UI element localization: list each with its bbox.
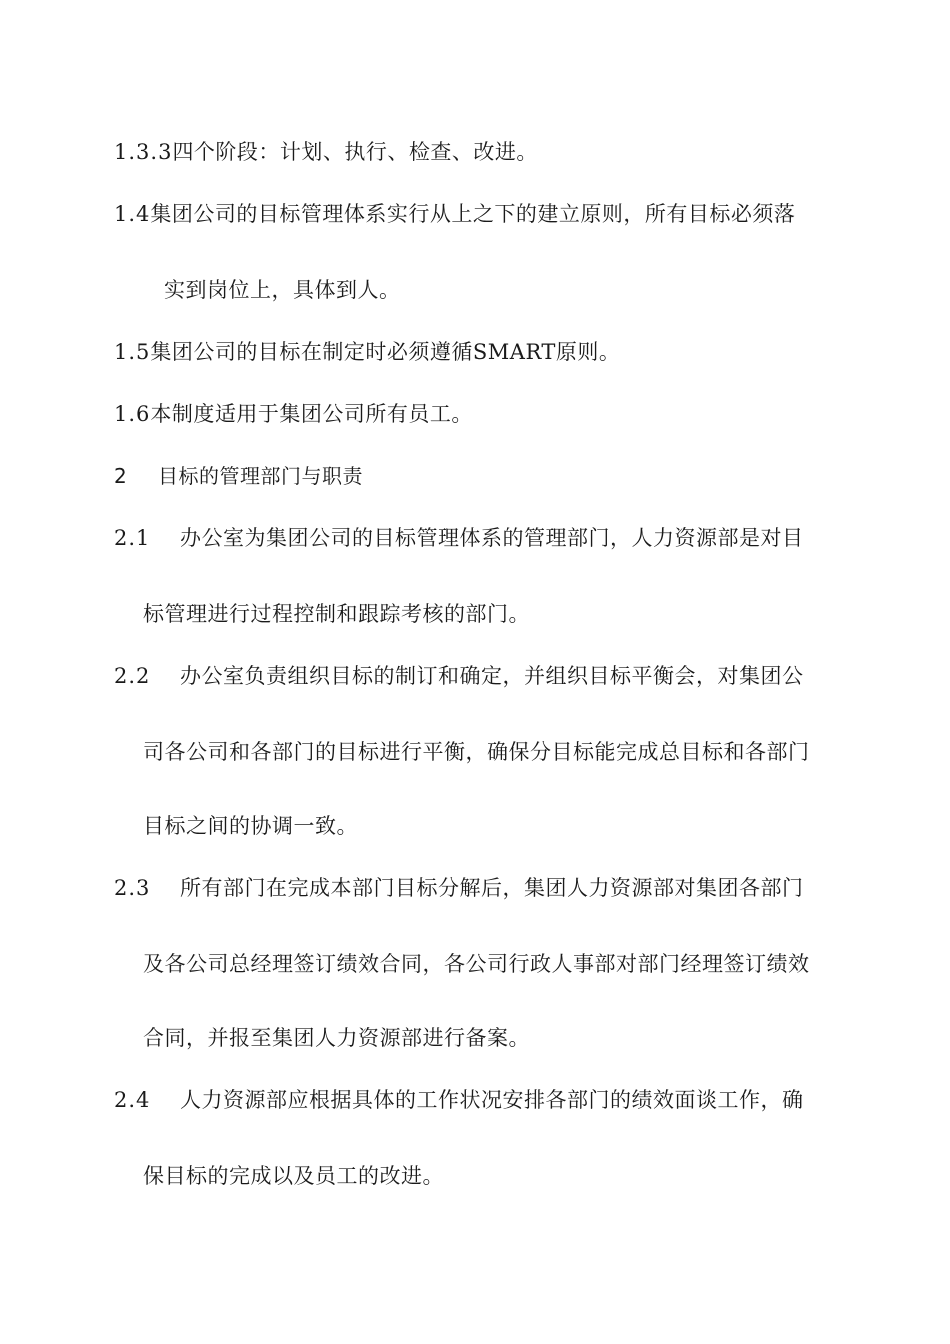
- item-text: 保目标的完成以及员工的改进。: [143, 1164, 444, 1188]
- item-text: 本制度适用于集团公司所有员工。: [150, 402, 473, 426]
- section-title: 目标的管理部门与职责: [158, 464, 363, 488]
- item-2-2: [114, 661, 804, 691]
- item-number: 1.6: [114, 402, 151, 426]
- item-1-5: [114, 337, 620, 367]
- item-text: 目标之间的协调一致。: [143, 814, 358, 838]
- item-1-6: [114, 399, 473, 429]
- item-1-3-3: [114, 137, 538, 167]
- item-text: 人力资源部应根据具体的工作状况安排各部门的绩效面谈工作，确: [180, 1088, 804, 1112]
- item-number: 2.3: [114, 876, 151, 900]
- item-text: 所有部门在完成本部门目标分解后，集团人力资源部对集团各部门: [180, 876, 804, 900]
- item-1-4-continuation: [164, 275, 401, 305]
- item-2-1: [114, 523, 804, 553]
- item-number: 2.4: [114, 1088, 151, 1112]
- item-text: 实到岗位上，具体到人。: [164, 278, 401, 302]
- item-text: 集团公司的目标管理体系实行从上之下的建立原则，所有目标必须落: [150, 202, 796, 226]
- section-number: 2: [114, 464, 128, 488]
- item-text: 标管理进行过程控制和跟踪考核的部门。: [143, 602, 530, 626]
- item-text: 及各公司总经理签订绩效合同，各公司行政人事部对部门经理签订绩效: [143, 952, 810, 976]
- item-2-3-continuation-2: [143, 1023, 530, 1053]
- item-number: 1.4: [114, 202, 151, 226]
- section-2-heading: [114, 461, 363, 491]
- item-2-2-continuation-1: [143, 737, 810, 767]
- item-2-4-continuation: [143, 1161, 444, 1191]
- item-2-3-continuation-1: [143, 949, 810, 979]
- item-2-1-continuation: [143, 599, 530, 629]
- item-number: 2.1: [114, 526, 151, 550]
- item-number: 2.2: [114, 664, 151, 688]
- item-1-4: [114, 199, 795, 229]
- item-text: 集团公司的目标在制定时必须遵循SMART原则。: [150, 340, 621, 364]
- item-2-4: [114, 1085, 804, 1115]
- item-number: 1.3.3: [114, 140, 173, 164]
- item-text: 办公室为集团公司的目标管理体系的管理部门，人力资源部是对目: [180, 526, 804, 550]
- item-text: 司各公司和各部门的目标进行平衡，确保分目标能完成总目标和各部门: [143, 740, 810, 764]
- item-2-2-continuation-2: [143, 811, 358, 841]
- item-text: 四个阶段：计划、执行、检查、改进。: [172, 140, 538, 164]
- item-number: 1.5: [114, 340, 151, 364]
- item-2-3: [114, 873, 804, 903]
- item-text: 办公室负责组织目标的制订和确定，并组织目标平衡会，对集团公: [180, 664, 804, 688]
- item-text: 合同，并报至集团人力资源部进行备案。: [143, 1026, 530, 1050]
